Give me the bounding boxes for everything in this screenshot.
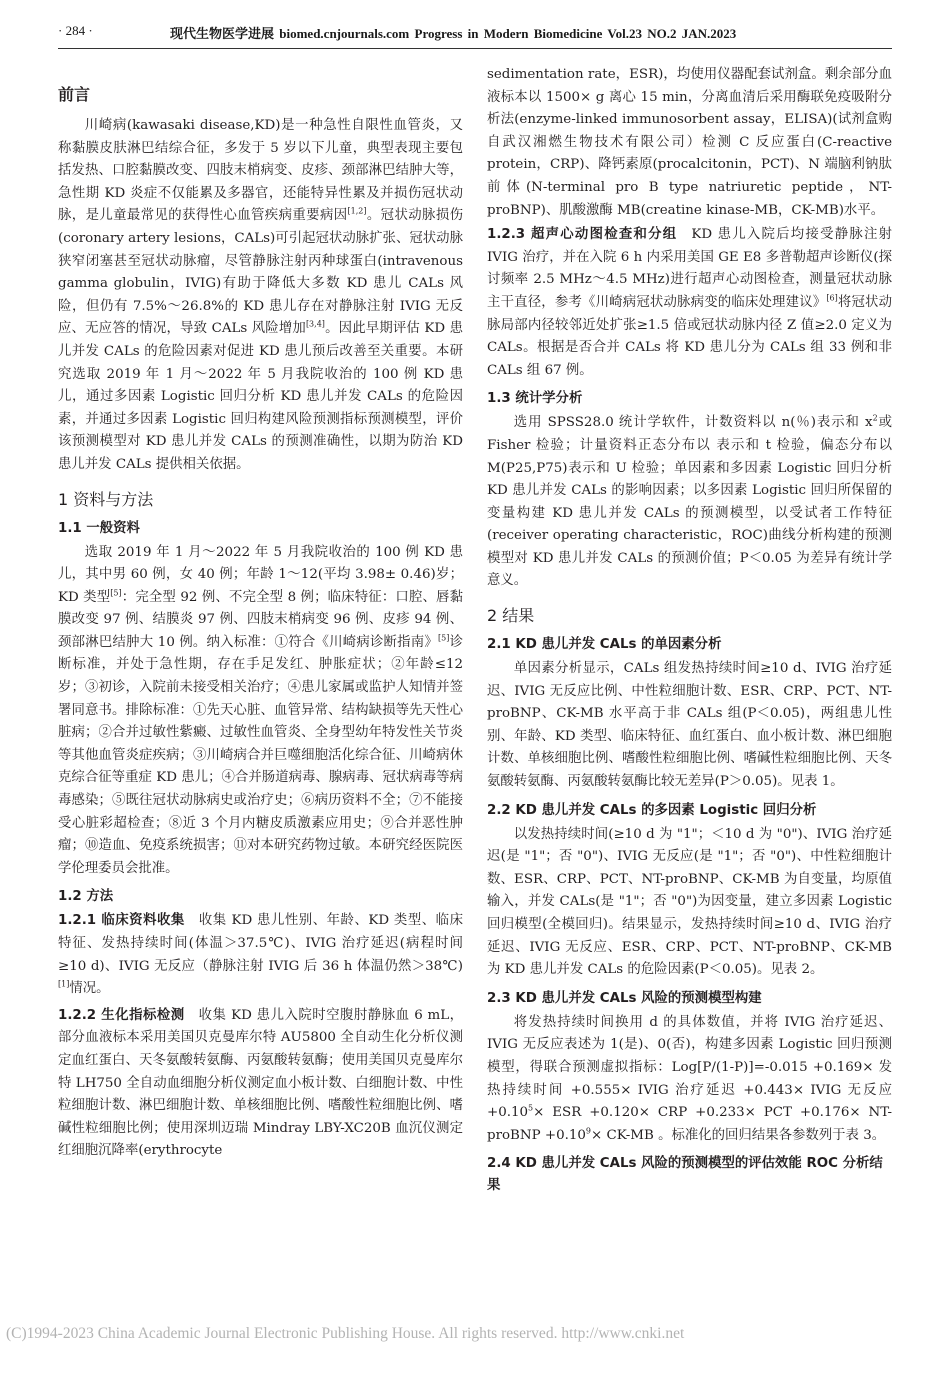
page-number: · 284 ·: [58, 23, 93, 38]
paragraph-clinical-data: 1.2.1 临床资料收集 收集 KD 患儿性别、年龄、KD 类型、临床特征、发热持续时间(体温＞37.5℃)、IVIG 治疗延迟(病程时间≥10 d)、IVIG 无反应（静脉注射 IVIG 后 36 h 体温仍然＞38℃)[1]情况。: [58, 913, 463, 997]
paragraph-preface: 川崎病(kawasaki disease,KD)是一种急性自限性血管炎，又称黏膜皮肤淋巴结综合征，多发于 5 岁以下儿童，典型表现主要包括发热、口腔黏膜改变、四肢末梢病变、皮疹、颈部淋巴结肿大等，急性期 KD 炎症不仅能累及多器官，还能特异性累及并损伤冠状动脉，是儿童最常见的获得性心血管疾病重要病因[1,2]。冠状动脉损伤(coronary artery lesions，CALs)可引起冠状动脉扩张、冠状动脉狭窄闭塞甚至冠状动脉瘤，尽管静脉注射丙种球蛋白(intravenous gamma globulin，IVIG)有助于降低大多数 KD 患儿 CALs 风险，但仍有 7.5%～26.8%的 KD 患儿存在对静脉注射 IVIG 无反应、无应答的情况，导致 CALs 风险增加[3,4]。因此早期评估 KD 患儿并发 CALs 的危险因素对促进 KD 患儿预后改善至关重要。本研究选取 2019 年 1 月～2022 年 5 月我院收治的 100 例 KD 患儿，通过多因素 Logistic 回归分析 KD 患儿并发 CALs 的危险因素，并通过多因素 Logistic 回归构建风险预测指标预测模型，评价该预测模型对 KD 患儿并发 CALs 的预测准确性，以期为防治 KD 患儿并发 CALs 提供相关依据。: [58, 118, 464, 472]
subsection-heading-statistics: 1.3 统计学分析: [487, 391, 583, 407]
subsection-heading-methods: 1.2 方法: [58, 889, 114, 905]
subsection-label: 1.2.2 生化指标检测: [58, 1007, 185, 1023]
subsection-label: 1.2.3 超声心动图检查和分组: [487, 227, 678, 243]
left-column: [58, 64, 463, 1163]
subsection-heading-multivariate: 2.2 KD 患儿并发 CALs 的多因素 Logistic 回归分析: [487, 802, 817, 818]
paragraph-multivariate: 以发热持续时间(≥10 d 为 "1"；＜10 d 为 "0")、IVIG 治疗延迟(是 "1"；否 "0")、IVIG 无反应(是 "1"；否 "0")、中性粒细胞计数、ESR、CRP、PCT、NT-proBNP、CK-MB 为自变量，均原值输入，并发 CALs(是 "1"；否 "0")为因变量，建立多因素 Logistic 回归模型(全模回归)。结果显示，发热持续时间≥10 d、IVIG 治疗延迟、IVIG 无反应、ESR、CRP、PCT、NT-proBNP、CK-MB 为 KD 患儿并发 CALs 的危险因素(P＜0.05)。见表 2。: [487, 826, 892, 978]
paragraph-general-data: 选取 2019 年 1 月～2022 年 5 月我院收治的 100 例 KD 患儿，其中男 60 例，女 40 例；年龄 1～12(平均 3.98± 0.46)岁；KD 类型[5]：完全型 92 例、不完全型 8 例；临床特征：口腔、唇黏膜改变 97 例、结膜炎 97 例、四肢末梢病变 96 例、皮疹 94 例、颈部淋巴结肿大 10 例。纳入标准：①符合《川崎病诊断指南》[5]诊断标准，并处于急性期，存在手足发红、肿胀症状；②年龄≤12 岁；③初诊，入院前未接受相关治疗；④患儿家属或监护人知情并签署同意书。排除标准：①先天心脏、血管异常、结构缺损等先天性心脏病；②合并过敏性紫癜、过敏性血管炎、全身型幼年特发性关节炎等其他血管炎症疾病；③川崎病合并巨噬细胞活化综合征、川崎病休克综合征等重症 KD 患儿；④合并肠道病毒、腺病毒、冠状病毒等病毒感染；⑤既往冠状动脉病史或治疗史；⑥病历资料不全；⑦不能接受心脏彩超检查；⑧近 3 个月内糖皮质激素应用史；⑨合并恶性肿瘤；⑩造血、免疫系统损害；⑪对本研究药物过敏。本研究经医院医学伦理委员会批准。: [58, 544, 463, 876]
subsection-heading-roc: 2.4 KD 患儿并发 CALs 风险的预测模型的评估效能 ROC 分析结果: [487, 1156, 883, 1194]
journal-running-head: 现代生物医学进展 biomed.cnjournals.com Progress in Modern Biomedicine Vol.23 NO.2 JAN.2023: [170, 26, 737, 41]
paragraph-biochemistry: 1.2.2 生化指标检测 收集 KD 患儿入院时空腹肘静脉血 6 mL，部分血液标本采用美国贝克曼库尔特 AU5800 全自动生化分析仪测定血红蛋白、天冬氨酸转氨酶、丙氨酸转氨酶；使用美国贝克曼库尔特 LH750 全自动血细胞分析仪测定血小板计数、白细胞计数、中性粒细胞计数、淋巴细胞计数、单核细胞比例、嗜酸性粒细胞比例、嗜碱性粒细胞比例；使用深圳迈瑞 Mindray LBY-XC20B 血沉仪测定红细胞沉降率(erythrocyte: [58, 1007, 463, 1159]
section-heading-methods: 1 资料与方法: [58, 489, 154, 509]
copyright-footer: (C)1994-2023 China Academic Journal Electronic Publishing House. All rights reserved. http://www.cnki.net: [6, 1325, 685, 1342]
citation: [5]: [438, 633, 450, 643]
section-heading-preface: 前言: [58, 85, 91, 104]
header-rule: [58, 48, 892, 49]
citation: [5]: [110, 588, 122, 598]
citation: [1]: [58, 979, 70, 989]
citation: [3,4]: [305, 319, 325, 329]
subsection-heading-model: 2.3 KD 患儿并发 CALs 风险的预测模型构建: [487, 990, 762, 1006]
paragraph-statistics: 选用 SPSS28.0 统计学软件，计数资料以 n(％)表示和 $x^2$或 Fisher 检验；计量资料正态分布以 表示和 t 检验，偏态分布以 M(P25,P75)表示和 U 检验；单因素和多因素 Logistic 回归分析 KD 患儿并发 CALs 的影响因素；以多因素 Logistic 回归所保留的变量构建 KD 患儿并发 CALs 的预测模型，以受试者工作特征(receiver operating characteristic，ROC)曲线分析构建的预测模型对 KD 患儿并发 CALs 的预测价值；P＜0.05 为差异有统计学意义。: [487, 413, 893, 589]
citation: [6]: [826, 293, 838, 303]
paragraph-model: 将发热持续时间换用 d 的具体数值，并将 IVIG 治疗延迟、IVIG 无反应表述为 1(是)、0(否)，构建多因素 Logistic 回归预测模型，得联合预测虚拟指标：Log[P/(1-P)]=-0.015 +0.169× 发热持续时间 +0.555× IVIG 治疗延迟 +0.443× IVIG 无反应 $+0.10^5\times$ ESR +0.120× CRP +0.233× PCT +0.176× NT-proBNP $+0.10^9\times CK-MB$ 。标准化的回归结果各参数列于表 3。: [487, 1014, 892, 1143]
section-heading-results: 2 结果: [487, 606, 535, 626]
subsection-heading-univariate: 2.1 KD 患儿并发 CALs 的单因素分析: [487, 637, 722, 653]
subsection-heading-general-data: 1.1 一般资料: [58, 520, 140, 536]
right-column: [487, 64, 892, 1199]
paragraph-echocardiography: 1.2.3 超声心动图检查和分组 KD 患儿入院后均接受静脉注射 IVIG 治疗，并在入院 6 h 内采用美国 GE E8 多普勒超声诊断仪(探讨频率 2.5 MHz～4.5 MHz)进行超声心动图检查，测量冠状动脉主干直径，参考《川崎病冠状动脉病变的临床处理建议》[6]将冠状动脉局部内径较邻近处扩张≥1.5 倍或冠状动脉内径 Z 值≥2.0 定义为 CALs。根据是否合并 CALs 将 KD 患儿分为 CALs 组 33 例和非 CALs 组 67 例。: [487, 227, 893, 378]
paragraph-univariate: 单因素分析显示，CALs 组发热持续时间≥10 d、IVIG 治疗延迟、IVIG 无反应比例、中性粒细胞计数、ESR、CRP、PCT、NT-proBNP、CK-MB 水平高于非 CALs 组(P＜0.05)，两组患儿性别、年龄、KD 类型、临床特征、血红蛋白、血小板计数、淋巴细胞计数、单核细胞比例、嗜酸性粒细胞比例、嗜碱性粒细胞比例、天冬氨酸转氨酶、丙氨酸转氨酶比较无差异(P＞0.05)。见表 1。: [487, 661, 892, 790]
citation: [1,2]: [347, 206, 367, 216]
subsection-label: 1.2.1 临床资料收集: [58, 913, 185, 929]
paragraph-biochemistry-continued: sedimentation rate，ESR)，均使用仪器配套试剂盒。剩余部分血液标本以 1500× g 离心 15 min，分离血清后采用酶联免疫吸附分析法(enzyme-linked immunosorbent assay，ELISA)(试剂盒购自武汉湘燃生物技术有限公司）检测 C 反应蛋白(C-reactive protein，CRP)、降钙素原(procalcitonin，PCT)、N 端脑利钠肽前体(N-terminal pro B type natriuretic peptide，NT-proBNP)、肌酸激酶 MB(creatine kinase-MB，CK-MB)水平。: [487, 67, 892, 218]
running-header: [58, 20, 892, 44]
